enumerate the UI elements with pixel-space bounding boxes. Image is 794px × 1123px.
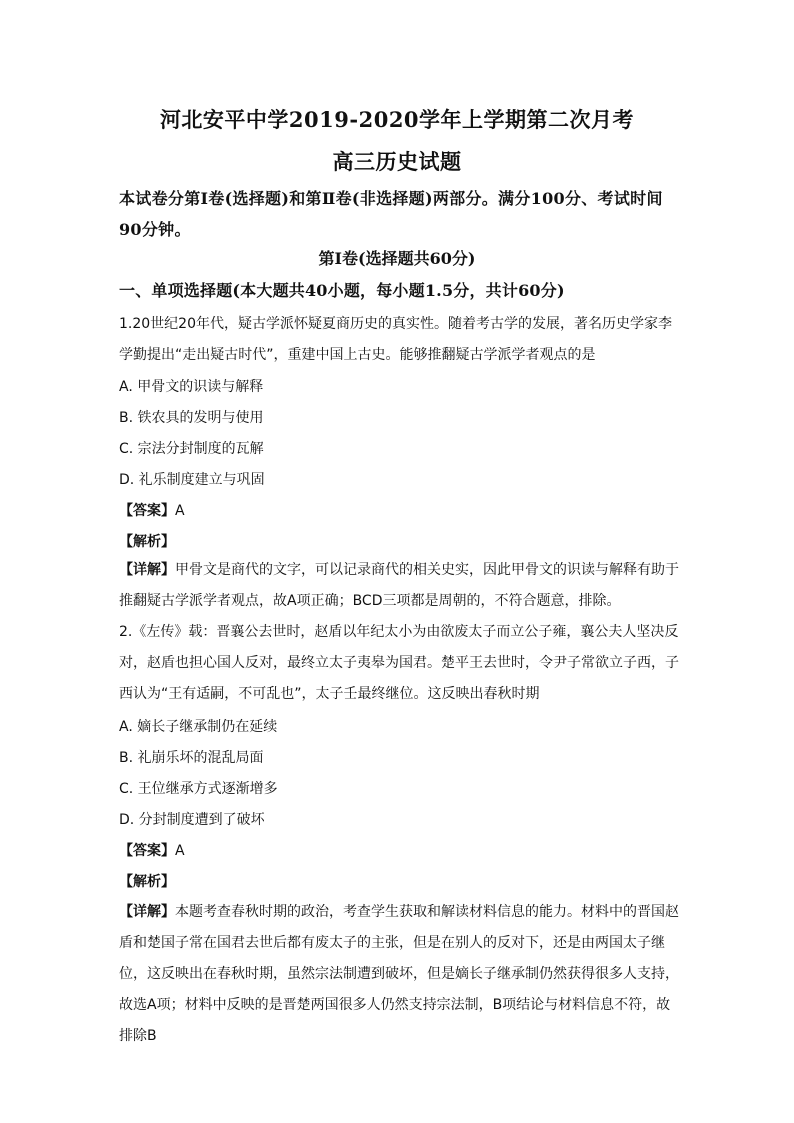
exam-title: 河北安平中学2019-2020学年上学期第二次月考 bbox=[159, 107, 635, 132]
detail-tag: 【详解】 bbox=[119, 904, 175, 920]
question-1-option-a: A. 甲骨文的识读与解释 bbox=[119, 379, 264, 395]
question-1-answer bbox=[119, 500, 185, 520]
question-2-option-d: D. 分封制度遭到了破坏 bbox=[119, 812, 265, 828]
question-2-answer bbox=[119, 840, 185, 860]
question-2-option-a: A. 嫡长子继承制仍在延续 bbox=[119, 719, 278, 735]
question-1-analysis-tag: 【解析】 bbox=[119, 534, 175, 550]
detail-text: 本题考查春秋时期的政治，考查学生获取和解读材料信息的能力。材料中的晋国赵盾和楚国子常在国君去世后都有废太子的主张，但是在别人的反对下，还是由两国太子继位，这反映出在春秋时期，虽然宗法制遭到破坏，但是嫡长子继承制仍然获得很多人支持，故选A项；材料中反映的是晋楚两国很多人仍然支持宗法制，B项结论与材料信息不符，故排除B bbox=[119, 904, 679, 1044]
question-1-option-d: D. 礼乐制度建立与巩固 bbox=[119, 472, 265, 488]
question-2-detail bbox=[119, 897, 679, 1052]
question-1-option-c: C. 宗法分封制度的瓦解 bbox=[119, 441, 264, 457]
question-1-option-b: B. 铁农具的发明与使用 bbox=[119, 410, 264, 426]
question-1-detail bbox=[119, 555, 679, 617]
detail-tag: 【详解】 bbox=[119, 562, 175, 578]
answer-value: A bbox=[175, 503, 185, 519]
section-heading: 一、单项选择题(本大题共40小题，每小题1.5分，共计60分) bbox=[119, 281, 565, 300]
detail-text: 甲骨文是商代的文字，可以记录商代的相关史实，因此甲骨文的识读与解释有助于推翻疑古学派学者观点，故A项正确；BCD三项都是周朝的，不符合题意，排除。 bbox=[119, 562, 679, 609]
answer-tag: 【答案】 bbox=[119, 843, 175, 859]
question-1-stem: 1.20世纪20年代，疑古学派怀疑夏商历史的真实性。随着考古学的发展，著名历史学家李学勤提出“走出疑古时代”，重建中国上古史。能够推翻疑古学派学者观点的是 bbox=[119, 316, 672, 363]
volume-heading: 第Ⅰ卷(选择题共60分) bbox=[318, 249, 476, 268]
question-2-analysis-tag: 【解析】 bbox=[119, 874, 175, 890]
exam-instructions: 本试卷分第Ⅰ卷(选择题)和第Ⅱ卷(非选择题)两部分。满分100分、考试时间90分钟。 bbox=[119, 189, 663, 239]
question-2-option-b: B. 礼崩乐坏的混乱局面 bbox=[119, 750, 264, 766]
question-2-stem: 2.《左传》载：晋襄公去世时，赵盾以年纪太小为由欲废太子而立公子雍，襄公夫人坚决反对，赵盾也担心国人反对，最终立太子夷皋为国君。楚平王去世时，令尹子常欲立子西，子西认为“王有适嗣，不可乱也”，太子壬最终继位。这反映出春秋时期 bbox=[119, 624, 679, 702]
answer-tag: 【答案】 bbox=[119, 503, 175, 519]
question-2-option-c: C. 王位继承方式逐渐增多 bbox=[119, 781, 278, 797]
answer-value: A bbox=[175, 843, 185, 859]
exam-subtitle: 高三历史试题 bbox=[332, 149, 462, 174]
